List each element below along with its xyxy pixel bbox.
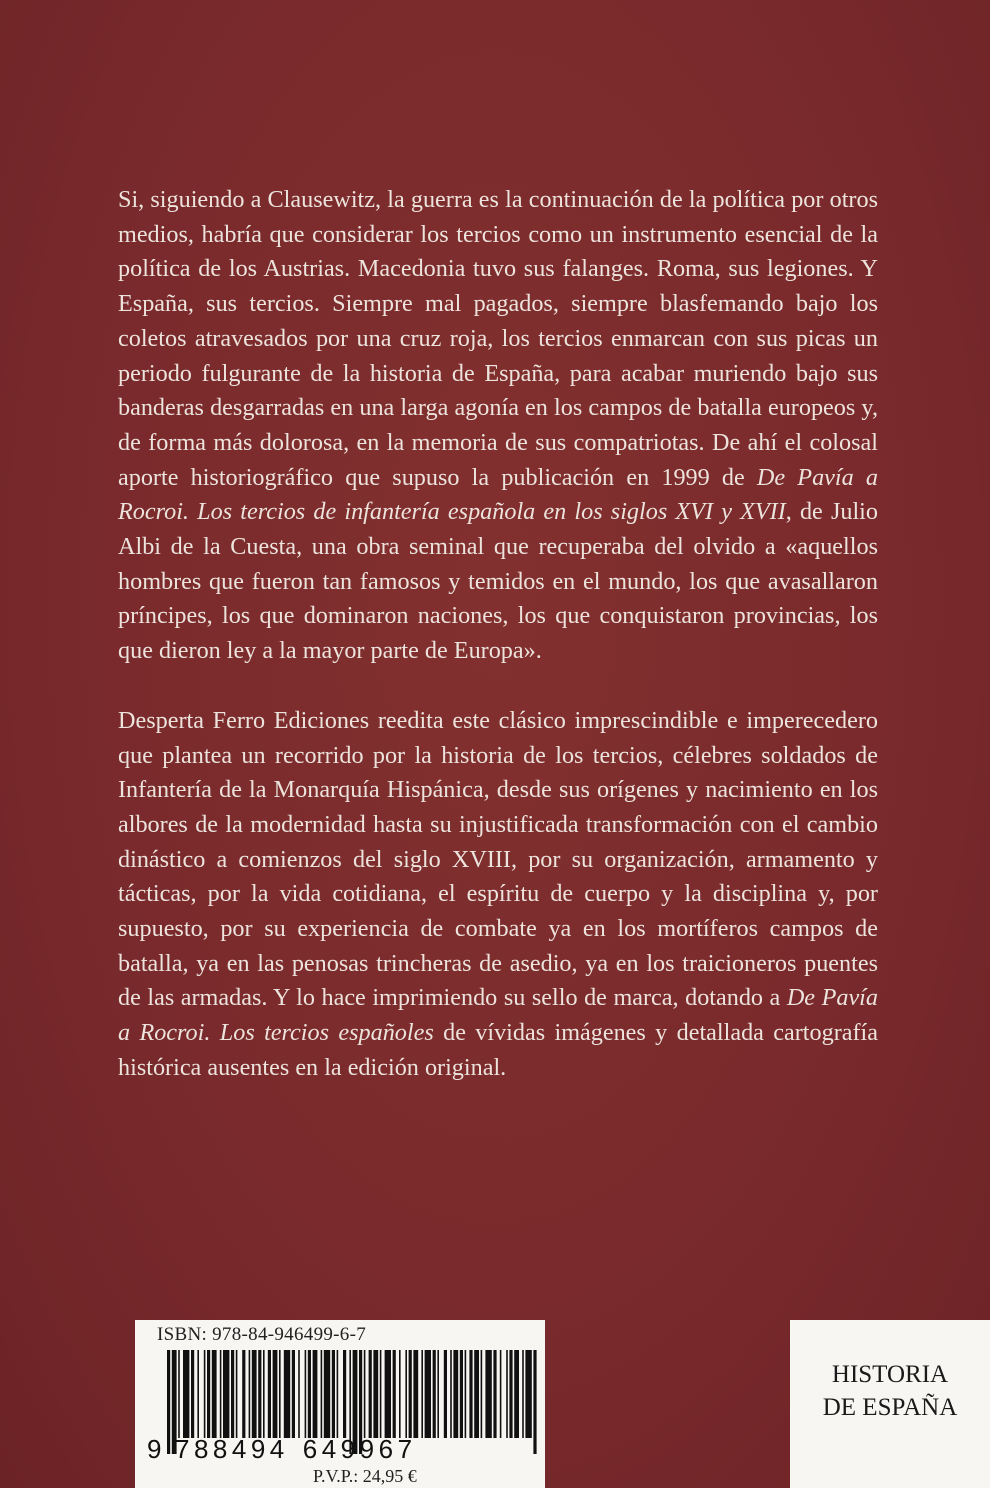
barcode-bar (178, 1350, 180, 1438)
barcode-bar (249, 1350, 251, 1438)
barcode-bar (509, 1350, 512, 1438)
barcode-bar (506, 1350, 508, 1438)
barcode-bar (493, 1350, 496, 1438)
barcode-bar (413, 1350, 418, 1438)
paragraph-2-text-a: Desperta Ferro Ediciones reedita este clásico imprescindible e imperecedero que plantea un recorrido por la historia de los tercios, célebres soldados de Infantería de la Monarquía Hispánica, desde sus orígenes y nacimiento en los albores de la modernidad hasta su injustificada transformación con el cambio dinástico a comienzos del siglo XVIII, por su organización, armamento y tácticas, por la vida cotidiana, el espíritu de cuerpo y la disciplina y, por supuesto, por su experiencia de combate ya en los mortíferos campos de batalla, ya en las penosas trincheras de asedio, ya en los traicioneros puentes de las armadas. Y lo hace imprimiendo su sello de marca, dotando a (118, 706, 878, 1012)
barcode-bar (258, 1350, 261, 1438)
barcode-bar (321, 1350, 323, 1438)
synopsis-text (118, 183, 878, 1086)
barcode-bar (380, 1350, 382, 1438)
barcode-bar (343, 1350, 346, 1438)
series-label-line-1: HISTORIA (831, 1361, 949, 1388)
price-text: P.V.P.: 24,95 € (313, 1466, 417, 1486)
paragraph-2-text-b: de vívidas imágenes y detallada cartografía histórica ausentes en la edición original. (118, 1019, 878, 1081)
barcode-bar (252, 1350, 257, 1438)
barcode-bar (268, 1350, 271, 1438)
barcode-bar (500, 1350, 502, 1438)
barcode-bar (231, 1350, 234, 1438)
paragraph-1-text-b: , de Julio Albi de la Cuesta, una obra seminal que recuperaba del olvido a «aquellos hombres que fueron tan famosos y temidos en el mundo, los que avasallaron príncipes, los que dominaron naciones, los que conquistaron provincias, los que dieron ley a la mayor parte de Europa». (118, 498, 878, 665)
barcode-bar (425, 1350, 431, 1438)
barcode-bar (324, 1350, 330, 1438)
synopsis-paragraph-2 (118, 704, 878, 1086)
barcode-bar (273, 1350, 278, 1438)
barcode-bar (444, 1350, 447, 1438)
barcode-bar (263, 1350, 265, 1438)
barcode-bar (465, 1350, 467, 1438)
barcode-bar (223, 1350, 229, 1438)
barcode-bar (197, 1350, 199, 1438)
barcode-bar (469, 1350, 472, 1438)
barcode-bar (409, 1350, 412, 1438)
barcode-bar (450, 1350, 452, 1438)
barcode-bar (369, 1350, 372, 1438)
barcode-bar (453, 1350, 458, 1438)
synopsis-paragraph-1 (118, 183, 878, 669)
barcode-bar (433, 1350, 436, 1438)
barcode-bar (212, 1350, 217, 1438)
barcode-bar (207, 1350, 210, 1438)
barcode-bar (298, 1350, 300, 1438)
barcode-bar (385, 1350, 391, 1438)
barcode-bar (525, 1350, 531, 1438)
barcode-bar (191, 1350, 194, 1438)
barcode-bar (337, 1350, 339, 1438)
barcode-bar (220, 1350, 222, 1438)
barcode-bar (460, 1350, 463, 1438)
barcode-bar (474, 1350, 479, 1438)
paragraph-1-text-a: Si, siguiendo a Clausewitz, la guerra es la continuación de la política por otros medios, habría que considerar los tercios como un instrumento esencial de la política de los Austrias. Macedonia tuvo sus falanges. Roma, sus legiones. Y España, sus tercios. Siempre mal pagados, siempre blasfemando bajo los coletos atravesados por una cruz roja, los tercios enmarcan con sus picas un periodo fulgurante de la historia de España, para acabar muriendo bajo sus banderas desgarradas en una larga agonía en los campos de batalla europeos y, de forma más dolorosa, en la memoria de sus compatriotas. De ahí el colosal aporte historiográfico que supuso la publicación en 1999 de (118, 186, 878, 491)
barcode-bar (485, 1350, 491, 1438)
barcode-digits (147, 1434, 542, 1465)
series-label-text (790, 1358, 990, 1424)
isbn-text: ISBN: 978-84-946499-6-7 (157, 1324, 367, 1345)
barcode-bar (204, 1350, 206, 1438)
barcode-digit-group-2: 649967 (302, 1434, 417, 1464)
barcode-bar (292, 1350, 295, 1438)
barcode-bar (332, 1350, 335, 1438)
barcode-bar (183, 1350, 189, 1438)
barcode-bar (514, 1350, 519, 1438)
barcode-bar (279, 1350, 281, 1438)
barcode-bar (405, 1350, 407, 1438)
barcode-bar (284, 1350, 290, 1438)
barcode-bar (522, 1350, 524, 1438)
barcode-bar (437, 1350, 439, 1438)
barcode-bar (399, 1350, 401, 1438)
barcode-bar (393, 1350, 396, 1438)
barcode-bar (308, 1350, 311, 1438)
barcode-bar (242, 1350, 245, 1438)
barcode-bar (373, 1350, 378, 1438)
barcode-digit-group-1: 788494 (175, 1434, 289, 1464)
barcode-bar (305, 1350, 307, 1438)
barcode-bar (481, 1350, 483, 1438)
series-label-line-2: DE ESPAÑA (822, 1394, 958, 1421)
barcode-bar (313, 1350, 318, 1438)
barcode-bar (236, 1350, 238, 1438)
barcode-label (135, 1320, 545, 1488)
paragraph-2-book-title: De Pavía a Rocroi. Los tercios españoles (118, 984, 879, 1047)
series-label (790, 1320, 990, 1488)
barcode-bar (421, 1350, 423, 1438)
paragraph-1-book-title: De Pavía a Rocroi. Los tercios de infantería española en los siglos XVI y XVII (118, 463, 879, 526)
barcode-bar (364, 1350, 366, 1438)
barcode-digit-lead: 9 (147, 1434, 162, 1464)
